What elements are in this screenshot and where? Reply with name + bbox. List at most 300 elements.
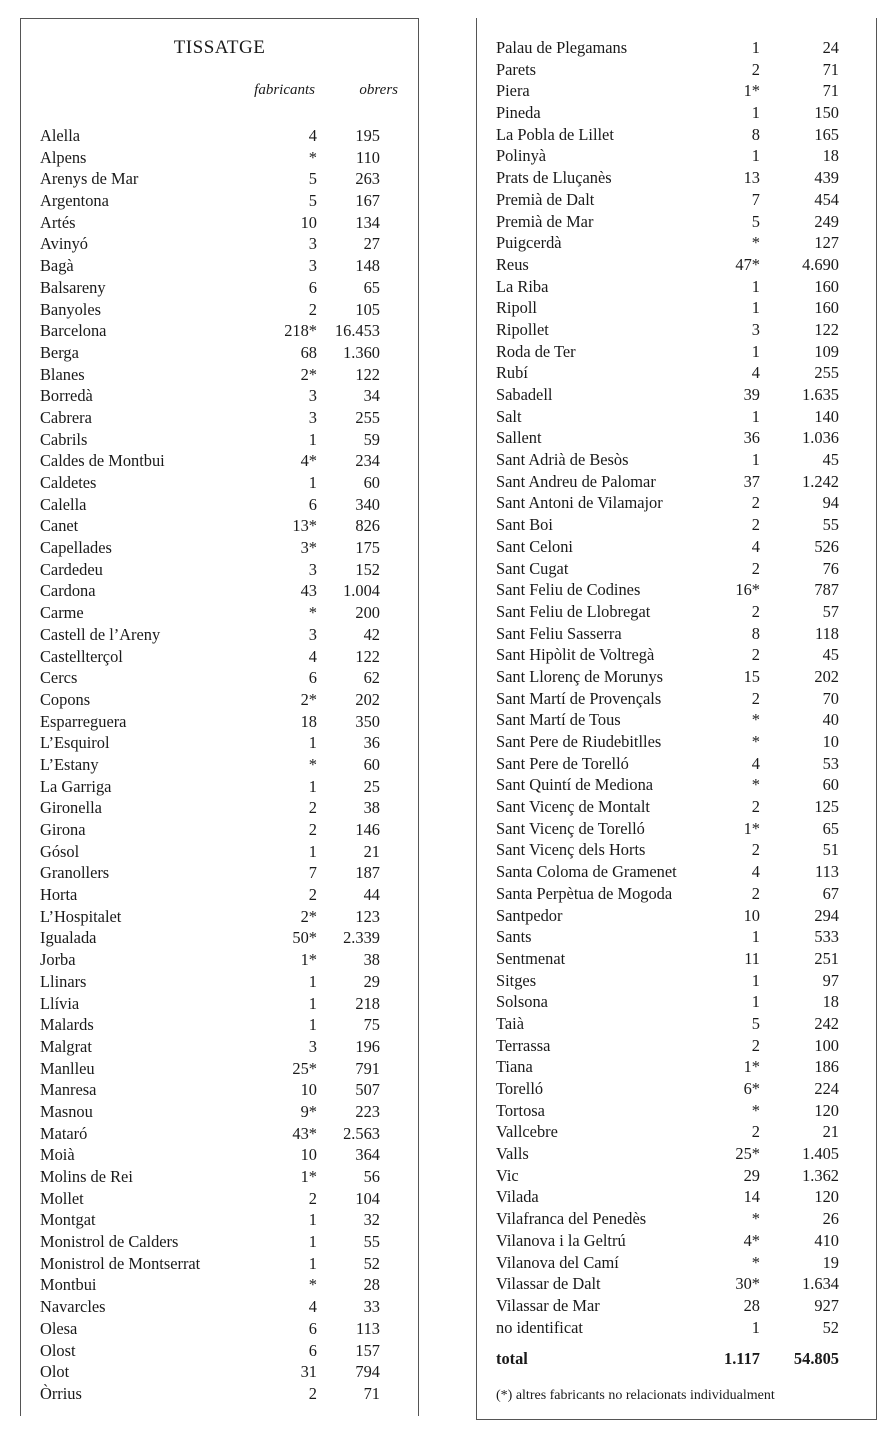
obrers-value: 242 — [814, 1013, 839, 1033]
table-row — [21, 429, 418, 451]
municipality-name: Torelló — [496, 1079, 544, 1098]
municipality-name: Òrrius — [40, 1383, 82, 1403]
municipality-name: Horta — [40, 885, 78, 905]
obrers-value: 148 — [355, 256, 380, 276]
table-row — [477, 796, 876, 818]
table-row — [477, 189, 876, 211]
obrers-value: 51 — [822, 840, 839, 860]
table-row — [477, 1035, 876, 1057]
obrers-value: 60 — [363, 754, 380, 774]
municipality-name: Cardedeu — [40, 559, 103, 579]
fabricants-value: 39 — [743, 385, 760, 404]
obrers-value: 794 — [355, 1362, 380, 1382]
municipality-name: Balsareny — [40, 277, 106, 297]
obrers-value: 160 — [814, 276, 839, 296]
municipality-name: La Riba — [496, 276, 549, 296]
fabricants-value: 2 — [751, 645, 760, 665]
municipality-name: Llinars — [40, 971, 87, 991]
table-row — [477, 1013, 876, 1035]
table-row — [21, 1274, 418, 1296]
obrers-value: 71 — [363, 1383, 380, 1403]
table-row — [21, 602, 418, 624]
left-table-panel — [20, 18, 419, 1416]
municipality-name: Manresa — [40, 1080, 97, 1100]
table-row — [477, 753, 876, 775]
fabricants-value: 10 — [300, 212, 317, 232]
fabricants-value: * — [308, 147, 317, 167]
total-fabricants: 1.117 — [724, 1349, 760, 1368]
fabricants-value: 1 — [751, 341, 760, 361]
municipality-name: Sant Feliu de Llobregat — [496, 601, 651, 621]
municipality-name: Salt — [496, 406, 522, 426]
obrers-value: 21 — [363, 841, 380, 861]
obrers-value: 167 — [355, 191, 380, 211]
municipality-name: Granollers — [40, 863, 110, 883]
obrers-value: 44 — [363, 885, 380, 905]
municipality-name: Vilafranca del Penedès — [496, 1209, 647, 1229]
municipality-name: Santa Perpètua de Mogoda — [496, 883, 673, 903]
fabricants-value: 1* — [743, 1057, 760, 1077]
municipality-name: Canet — [40, 516, 79, 536]
fabricants-value: 2 — [751, 1122, 760, 1142]
municipality-name: Premià de Mar — [496, 211, 594, 231]
table-row — [477, 861, 876, 883]
table-row — [21, 125, 418, 147]
table-row — [21, 255, 418, 277]
municipality-name: Llívia — [40, 993, 80, 1013]
table-row — [21, 1014, 418, 1036]
obrers-value: 1.634 — [802, 1274, 839, 1294]
table-row — [21, 515, 418, 537]
table-row — [21, 797, 418, 819]
table-row — [477, 883, 876, 905]
table-row — [21, 537, 418, 559]
fabricants-value: 16* — [735, 580, 760, 600]
obrers-value: 410 — [814, 1230, 839, 1250]
fabricants-value: 2 — [751, 515, 760, 535]
table-row — [477, 688, 876, 710]
municipality-name: Argentona — [40, 191, 109, 211]
municipality-name: Sant Feliu Sasserra — [496, 623, 622, 643]
obrers-value: 36 — [363, 733, 380, 753]
obrers-value: 105 — [355, 299, 380, 319]
table-row — [477, 384, 876, 406]
obrers-value: 65 — [363, 277, 380, 297]
fabricants-value: 2 — [751, 840, 760, 860]
fabricants-value: 1 — [308, 776, 317, 796]
obrers-value: 28 — [363, 1275, 380, 1295]
fabricants-value: 2 — [751, 558, 760, 578]
table-row — [477, 1078, 876, 1100]
obrers-value: 160 — [814, 298, 839, 318]
fabricants-value: 2 — [751, 688, 760, 708]
table-row — [21, 147, 418, 169]
municipality-name: Sant Feliu de Codines — [496, 580, 641, 600]
obrers-value: 526 — [814, 536, 839, 556]
obrers-value: 21 — [822, 1122, 839, 1142]
municipality-name: Barcelona — [40, 321, 107, 341]
obrers-value: 19 — [822, 1252, 839, 1272]
municipality-name: Gósol — [40, 841, 80, 861]
obrers-value: 94 — [822, 493, 839, 513]
table-row — [21, 1361, 418, 1383]
municipality-name: Copons — [40, 689, 91, 709]
municipality-name: Blanes — [40, 364, 85, 384]
obrers-value: 71 — [822, 59, 839, 79]
obrers-value: 120 — [814, 1187, 839, 1207]
obrers-value: 26 — [822, 1209, 839, 1229]
obrers-value: 202 — [814, 666, 839, 686]
obrers-value: 157 — [355, 1340, 380, 1360]
table-row — [21, 580, 418, 602]
obrers-value: 45 — [822, 450, 839, 470]
table-row — [477, 536, 876, 558]
table-row — [477, 1056, 876, 1078]
obrers-value: 127 — [814, 233, 839, 253]
fabricants-value: 6 — [308, 1340, 317, 1360]
table-row — [477, 709, 876, 731]
obrers-value: 152 — [355, 559, 380, 579]
table-row — [477, 427, 876, 449]
municipality-name: La Pobla de Lillet — [496, 124, 614, 144]
fabricants-value: 9* — [300, 1101, 317, 1121]
obrers-value: 787 — [814, 580, 839, 600]
municipality-name: Taià — [496, 1013, 524, 1033]
obrers-value: 1.362 — [802, 1165, 839, 1185]
municipality-name: Vilanova del Camí — [496, 1252, 619, 1272]
fabricants-value: 1 — [751, 1317, 760, 1337]
obrers-value: 59 — [363, 429, 380, 449]
table-row — [477, 406, 876, 428]
table-row — [477, 839, 876, 861]
table-row — [21, 1318, 418, 1340]
table-row — [21, 732, 418, 754]
municipality-name: Girona — [40, 820, 86, 839]
municipality-name: Rubí — [496, 363, 528, 383]
municipality-name: Sant Adrià de Besòs — [496, 450, 629, 470]
fabricants-value: 1* — [300, 1167, 317, 1186]
table-row — [477, 37, 876, 59]
obrers-value: 29 — [363, 971, 380, 991]
table-row — [477, 276, 876, 298]
table-row — [21, 1188, 418, 1210]
fabricants-value: 2 — [308, 1188, 317, 1208]
table-row — [477, 1317, 876, 1339]
municipality-name: Manlleu — [40, 1058, 95, 1078]
municipality-name: L’Esquirol — [40, 733, 110, 753]
fabricants-value: 3 — [308, 624, 317, 644]
municipality-name: Esparreguera — [40, 711, 127, 731]
obrers-value: 122 — [355, 646, 380, 666]
obrers-value: 234 — [355, 451, 380, 471]
obrers-value: 202 — [355, 689, 380, 709]
municipality-name: Sant Cugat — [496, 558, 569, 578]
table-row — [477, 623, 876, 645]
fabricants-value: 1 — [308, 1232, 317, 1252]
municipality-name: Navarcles — [40, 1297, 106, 1317]
obrers-value: 76 — [822, 558, 839, 578]
obrers-value: 40 — [822, 710, 839, 730]
obrers-value: 32 — [363, 1210, 380, 1230]
total-label: total — [496, 1349, 528, 1368]
obrers-value: 120 — [814, 1100, 839, 1120]
fabricants-value: 7 — [751, 189, 760, 209]
obrers-value: 118 — [815, 623, 839, 643]
municipality-name: Sant Celoni — [496, 536, 573, 556]
fabricants-value: 218* — [284, 321, 317, 341]
table-row — [477, 124, 876, 146]
fabricants-value: 31 — [300, 1362, 317, 1382]
obrers-value: 75 — [363, 1015, 380, 1035]
municipality-name: Sant Martí de Tous — [496, 710, 621, 730]
municipality-name: Vilada — [496, 1187, 539, 1207]
municipality-name: L’Hospitalet — [40, 906, 122, 926]
table-row — [21, 711, 418, 733]
obrers-value: 224 — [814, 1079, 839, 1098]
fabricants-value: 2 — [751, 59, 760, 79]
municipality-name: Castell de l’Areny — [40, 624, 161, 644]
fabricants-value: * — [751, 233, 760, 253]
municipality-name: Montbui — [40, 1275, 97, 1295]
municipality-name: Caldetes — [40, 473, 97, 492]
fabricants-value: 1 — [308, 993, 317, 1013]
municipality-name: Vilassar de Mar — [496, 1295, 600, 1315]
fabricants-value: 6 — [308, 1318, 317, 1338]
fabricants-value: 2 — [308, 299, 317, 319]
table-row — [21, 689, 418, 711]
fabricants-value: 14 — [743, 1187, 760, 1207]
obrers-value: 34 — [363, 386, 380, 406]
municipality-name: Olot — [40, 1362, 70, 1382]
table-row — [21, 1123, 418, 1145]
fabricants-value: 5 — [751, 1013, 760, 1033]
municipality-name: Vic — [496, 1165, 519, 1185]
table-row — [477, 579, 876, 601]
obrers-value: 1.635 — [802, 385, 839, 404]
total-row — [477, 1348, 876, 1370]
table-row — [477, 362, 876, 384]
fabricants-value: * — [308, 603, 317, 623]
table-row — [21, 884, 418, 906]
municipality-name: Valls — [496, 1144, 529, 1164]
fabricants-value: * — [751, 710, 760, 730]
fabricants-value: * — [751, 775, 760, 795]
fabricants-value: 37 — [743, 471, 760, 491]
obrers-value: 263 — [355, 169, 380, 189]
municipality-name: Carme — [40, 603, 84, 623]
table-row — [21, 1296, 418, 1318]
obrers-value: 150 — [814, 103, 839, 123]
table-row — [21, 971, 418, 993]
municipality-name: Calella — [40, 494, 87, 514]
table-row — [21, 233, 418, 255]
municipality-name: Monistrol de Montserrat — [40, 1253, 201, 1273]
table-row — [477, 1295, 876, 1317]
fabricants-value: * — [751, 1252, 760, 1272]
fabricants-value: 25* — [292, 1058, 317, 1078]
table-row — [21, 646, 418, 668]
fabricants-value: 68 — [300, 342, 317, 362]
fabricants-value: 1 — [751, 298, 760, 318]
obrers-value: 38 — [363, 950, 380, 970]
table-row — [477, 1273, 876, 1295]
fabricants-value: 1 — [308, 733, 317, 753]
municipality-name: Alella — [40, 126, 81, 145]
fabricants-value: 4 — [751, 363, 760, 383]
fabricants-value: 3* — [300, 538, 317, 558]
fabricants-value: 1 — [751, 927, 760, 947]
fabricants-value: 8 — [751, 124, 760, 144]
municipality-name: Banyoles — [40, 299, 102, 319]
obrers-value: 340 — [355, 494, 380, 514]
obrers-value: 10 — [822, 732, 839, 751]
fabricants-value: 50* — [292, 928, 317, 948]
table-row — [477, 1100, 876, 1122]
fabricants-value: 1* — [743, 818, 760, 838]
fabricants-value: * — [308, 1275, 317, 1295]
table-row — [21, 1144, 418, 1166]
table-row — [21, 168, 418, 190]
footnote: (*) altres fabricants no relacionats individualment — [496, 1388, 775, 1403]
obrers-value: 33 — [363, 1297, 380, 1317]
obrers-value: 16.453 — [334, 321, 380, 341]
municipality-name: Premià de Dalt — [496, 189, 595, 209]
fabricants-value: * — [751, 1209, 760, 1229]
obrers-value: 55 — [822, 515, 839, 535]
municipality-name: Artés — [40, 212, 76, 232]
obrers-value: 122 — [355, 364, 380, 384]
obrers-value: 25 — [363, 776, 380, 796]
obrers-value: 350 — [355, 711, 380, 731]
municipality-name: Ripoll — [496, 298, 537, 318]
table-row — [21, 754, 418, 776]
header-obrers: obrers — [359, 82, 398, 98]
municipality-name: Solsona — [496, 992, 548, 1012]
obrers-value: 196 — [355, 1036, 380, 1056]
table-row — [21, 364, 418, 386]
fabricants-value: * — [308, 754, 317, 774]
municipality-name: Cercs — [40, 668, 78, 688]
table-row — [21, 993, 418, 1015]
fabricants-value: 4 — [751, 536, 760, 556]
obrers-value: 4.690 — [802, 254, 839, 274]
fabricants-value: 2 — [751, 493, 760, 513]
fabricants-value: 5 — [308, 169, 317, 189]
obrers-value: 113 — [356, 1318, 380, 1338]
header-fabricants: fabricants — [254, 82, 315, 98]
table-row — [21, 320, 418, 342]
fabricants-value: 1 — [751, 103, 760, 123]
municipality-name: Tiana — [496, 1057, 533, 1077]
municipality-name: Terrassa — [496, 1035, 551, 1055]
municipality-name: Sant Llorenç de Morunys — [496, 666, 664, 686]
table-row — [477, 145, 876, 167]
obrers-value: 1.004 — [343, 581, 380, 601]
municipality-name: Moià — [40, 1145, 75, 1165]
fabricants-value: 2* — [300, 689, 317, 709]
municipality-name: Sallent — [496, 428, 542, 448]
obrers-value: 140 — [814, 406, 839, 426]
table-row — [21, 862, 418, 884]
table-row — [477, 1165, 876, 1187]
fabricants-value: 18 — [300, 711, 317, 731]
table-row — [477, 59, 876, 81]
table-row — [477, 666, 876, 688]
fabricants-value: * — [751, 1100, 760, 1120]
fabricants-value: 10 — [743, 905, 760, 925]
obrers-value: 294 — [814, 905, 839, 925]
municipality-name: Mollet — [40, 1188, 84, 1208]
fabricants-value: 2 — [308, 798, 317, 818]
obrers-value: 56 — [363, 1167, 380, 1186]
right-rows — [477, 37, 876, 1338]
fabricants-value: 1 — [751, 146, 760, 166]
obrers-value: 507 — [355, 1080, 380, 1100]
obrers-value: 134 — [355, 212, 380, 232]
municipality-name: L’Estany — [40, 754, 99, 774]
fabricants-value: 15 — [743, 666, 760, 686]
municipality-name: Sant Andreu de Palomar — [496, 471, 656, 491]
fabricants-value: 25* — [735, 1144, 760, 1164]
fabricants-value: 4 — [751, 753, 760, 773]
municipality-name: Cabrera — [40, 407, 92, 427]
fabricants-value: 4 — [751, 862, 760, 882]
municipality-name: Parets — [496, 59, 537, 79]
fabricants-value: 3 — [308, 234, 317, 254]
table-row — [21, 1253, 418, 1275]
table-row — [477, 926, 876, 948]
obrers-value: 1.405 — [802, 1144, 839, 1164]
fabricants-value: 30* — [735, 1274, 760, 1294]
obrers-value: 255 — [355, 407, 380, 427]
obrers-value: 123 — [355, 906, 380, 926]
municipality-name: Olesa — [40, 1318, 78, 1338]
municipality-name: Sants — [496, 927, 532, 947]
table-row — [21, 906, 418, 928]
obrers-value: 927 — [814, 1295, 839, 1315]
obrers-value: 364 — [355, 1145, 380, 1165]
table-row — [21, 472, 418, 494]
fabricants-value: * — [751, 732, 760, 751]
obrers-value: 195 — [355, 126, 380, 145]
municipality-name: Molins de Rei — [40, 1167, 133, 1186]
municipality-name: Cabrils — [40, 429, 88, 449]
obrers-value: 187 — [355, 863, 380, 883]
table-row — [21, 1058, 418, 1080]
fabricants-value: 1 — [751, 970, 760, 990]
obrers-value: 67 — [822, 883, 839, 903]
table-row — [21, 624, 418, 646]
table-row — [477, 774, 876, 796]
obrers-value: 175 — [355, 538, 380, 558]
municipality-name: Borredà — [40, 386, 93, 406]
table-row — [21, 212, 418, 234]
fabricants-value: 1 — [308, 971, 317, 991]
fabricants-value: 1* — [743, 81, 760, 101]
municipality-name: Palau de Plegamans — [496, 38, 628, 57]
fabricants-value: 10 — [300, 1080, 317, 1100]
table-row — [21, 819, 418, 841]
table-row — [21, 1340, 418, 1362]
table-title: TISSATGE — [173, 37, 266, 58]
municipality-name: Alpens — [40, 147, 87, 167]
municipality-name: Arenys de Mar — [40, 169, 139, 189]
table-row — [477, 1230, 876, 1252]
table-row — [477, 102, 876, 124]
fabricants-value: 4 — [308, 1297, 317, 1317]
left-rows — [21, 125, 418, 1405]
table-row — [21, 1101, 418, 1123]
